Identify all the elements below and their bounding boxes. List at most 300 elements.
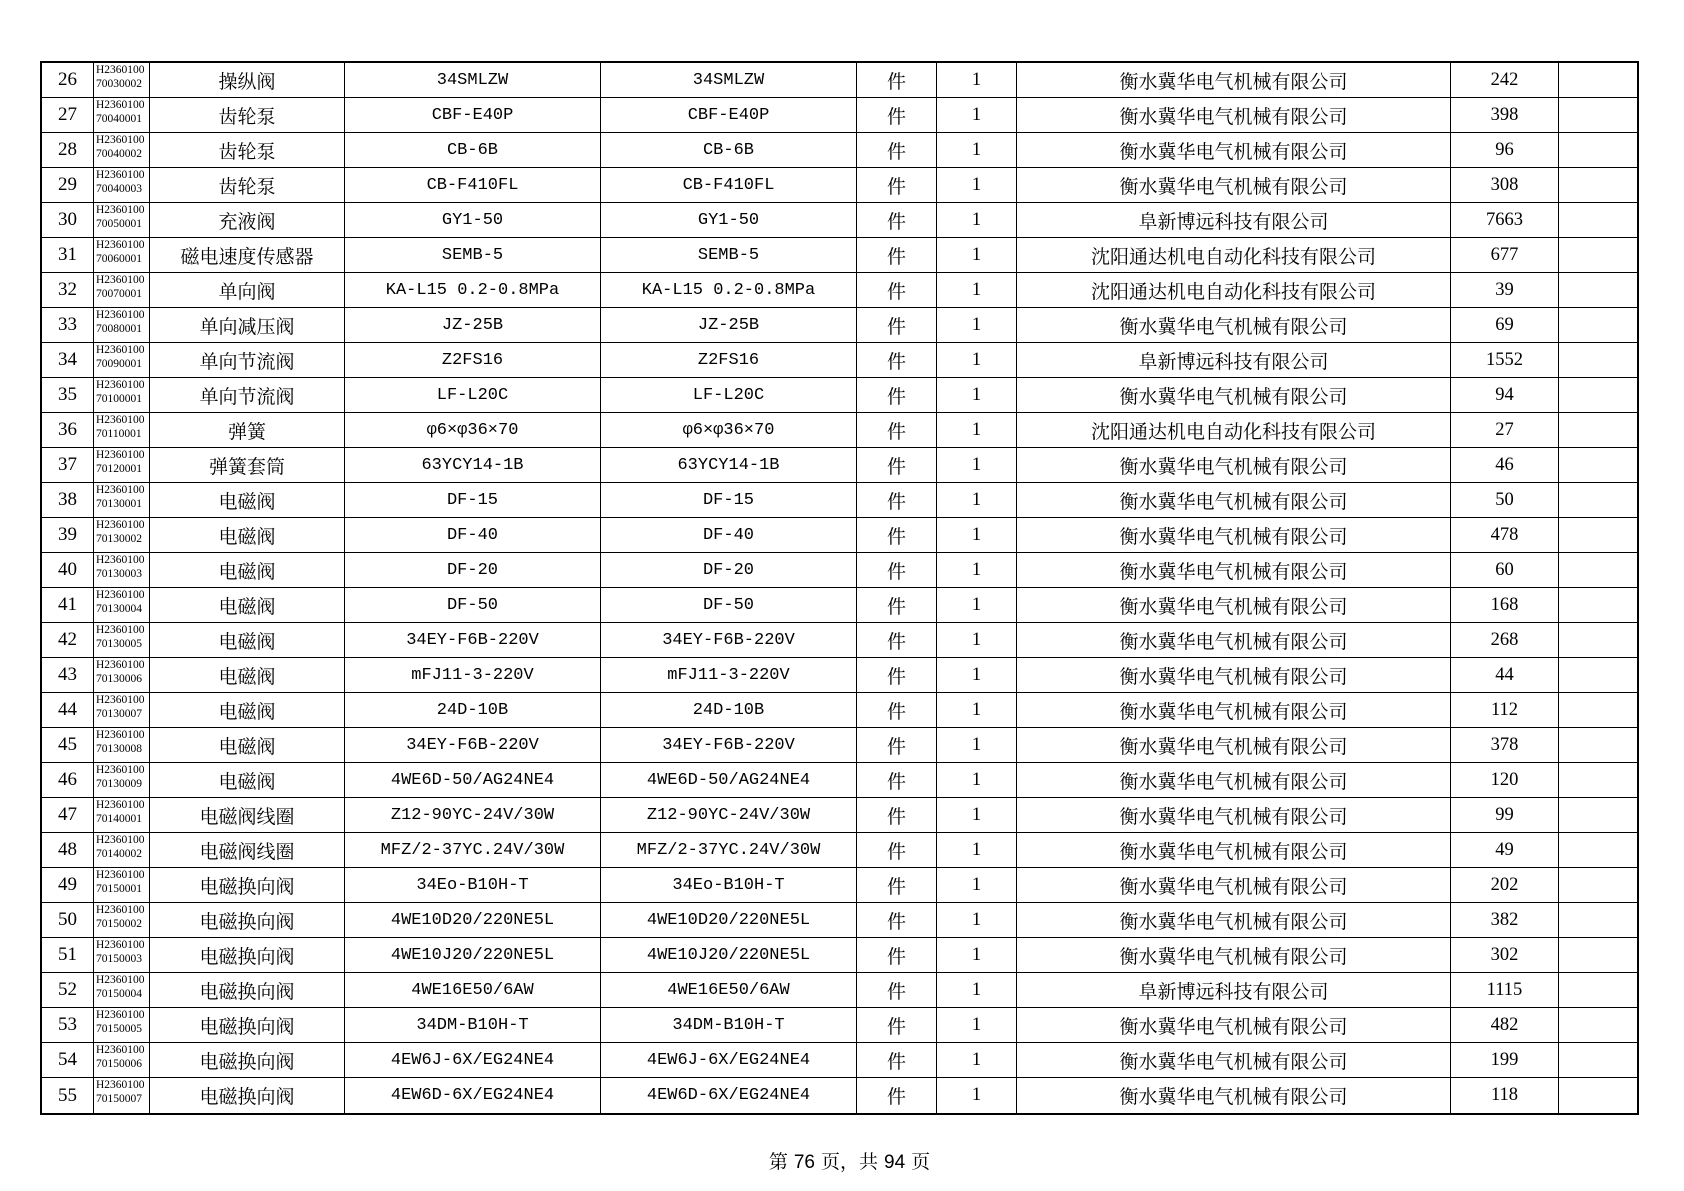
item-name: 单向减压阀 <box>150 308 345 342</box>
supplier: 衡水冀华电气机械有限公司 <box>1017 588 1451 622</box>
model-spec-repeat: 4WE6D-50/AG24NE4 <box>601 763 857 797</box>
unit: 件 <box>857 133 937 167</box>
model-spec-repeat: DF-15 <box>601 483 857 517</box>
item-code-line: 70130007 <box>96 707 142 720</box>
supplier: 沈阳通达机电自动化科技有限公司 <box>1017 238 1451 272</box>
unit: 件 <box>857 1008 937 1042</box>
supplier: 衡水冀华电气机械有限公司 <box>1017 623 1451 657</box>
supplier: 衡水冀华电气机械有限公司 <box>1017 728 1451 762</box>
quantity: 1 <box>937 63 1017 97</box>
table-row <box>42 518 1637 553</box>
item-code-line: H2360100 <box>96 344 145 356</box>
quantity: 1 <box>937 413 1017 447</box>
model-spec-repeat: φ6×φ36×70 <box>601 413 857 447</box>
item-code <box>94 938 150 972</box>
unit: 件 <box>857 518 937 552</box>
item-code-line: 70130005 <box>96 637 142 650</box>
quantity: 1 <box>937 973 1017 1007</box>
item-code-line: 70130009 <box>96 777 142 790</box>
model-spec-repeat: LF-L20C <box>601 378 857 412</box>
remark-cell <box>1559 133 1637 167</box>
item-code <box>94 378 150 412</box>
item-code-line: H2360100 <box>96 624 145 636</box>
item-code-line: H2360100 <box>96 484 145 496</box>
model-spec: JZ-25B <box>345 308 601 342</box>
item-code <box>94 1043 150 1077</box>
model-spec-repeat: JZ-25B <box>601 308 857 342</box>
item-code <box>94 588 150 622</box>
item-name: 齿轮泵 <box>150 98 345 132</box>
quantity: 1 <box>937 623 1017 657</box>
item-code <box>94 763 150 797</box>
unit-price: 1115 <box>1451 973 1559 1007</box>
item-code-line: 70130006 <box>96 672 142 685</box>
unit: 件 <box>857 763 937 797</box>
item-code-line: H2360100 <box>96 64 145 76</box>
supplier: 衡水冀华电气机械有限公司 <box>1017 483 1451 517</box>
unit: 件 <box>857 273 937 307</box>
item-code-line: 70040003 <box>96 182 142 195</box>
row-number: 49 <box>42 868 94 902</box>
row-number: 38 <box>42 483 94 517</box>
unit-price: 378 <box>1451 728 1559 762</box>
table-row <box>42 693 1637 728</box>
quantity: 1 <box>937 833 1017 867</box>
item-name: 电磁换向阀 <box>150 1008 345 1042</box>
table-row <box>42 1043 1637 1078</box>
unit-price: 308 <box>1451 168 1559 202</box>
item-code <box>94 623 150 657</box>
model-spec: 4EW6D-6X/EG24NE4 <box>345 1078 601 1113</box>
unit-price: 482 <box>1451 1008 1559 1042</box>
model-spec-repeat: GY1-50 <box>601 203 857 237</box>
item-name: 电磁阀 <box>150 623 345 657</box>
item-name: 操纵阀 <box>150 63 345 97</box>
item-code-line: 70130008 <box>96 742 142 755</box>
item-code-line: 70070001 <box>96 287 142 300</box>
remark-cell <box>1559 413 1637 447</box>
unit-price: 242 <box>1451 63 1559 97</box>
item-code-line: H2360100 <box>96 589 145 601</box>
model-spec: 34SMLZW <box>345 63 601 97</box>
item-code-line: H2360100 <box>96 834 145 846</box>
table-row <box>42 238 1637 273</box>
row-number: 26 <box>42 63 94 97</box>
item-code-line: H2360100 <box>96 974 145 986</box>
page-footer <box>50 1150 1649 1174</box>
item-name: 电磁换向阀 <box>150 973 345 1007</box>
supplier: 衡水冀华电气机械有限公司 <box>1017 1008 1451 1042</box>
unit-price: 199 <box>1451 1043 1559 1077</box>
item-code-line: H2360100 <box>96 869 145 881</box>
row-number: 31 <box>42 238 94 272</box>
row-number: 52 <box>42 973 94 1007</box>
unit: 件 <box>857 973 937 1007</box>
item-code-line: H2360100 <box>96 449 145 461</box>
item-name: 电磁换向阀 <box>150 1043 345 1077</box>
footer-suffix: 页 <box>911 1151 931 1173</box>
item-code <box>94 553 150 587</box>
model-spec-repeat: 63YCY14-1B <box>601 448 857 482</box>
item-code-line: 70140002 <box>96 847 142 860</box>
item-name: 磁电速度传感器 <box>150 238 345 272</box>
item-code <box>94 238 150 272</box>
model-spec: GY1-50 <box>345 203 601 237</box>
unit: 件 <box>857 168 937 202</box>
model-spec: SEMB-5 <box>345 238 601 272</box>
remark-cell <box>1559 798 1637 832</box>
unit-price: 27 <box>1451 413 1559 447</box>
unit: 件 <box>857 483 937 517</box>
item-code-line: H2360100 <box>96 274 145 286</box>
unit: 件 <box>857 1043 937 1077</box>
unit-price: 168 <box>1451 588 1559 622</box>
current-page-number: 76 <box>793 1152 815 1173</box>
footer-prefix: 第 <box>768 1151 788 1173</box>
remark-cell <box>1559 1008 1637 1042</box>
supplier: 衡水冀华电气机械有限公司 <box>1017 448 1451 482</box>
model-spec: 4WE6D-50/AG24NE4 <box>345 763 601 797</box>
model-spec: CB-F410FL <box>345 168 601 202</box>
item-code-line: H2360100 <box>96 204 145 216</box>
table-row <box>42 413 1637 448</box>
model-spec: DF-20 <box>345 553 601 587</box>
item-code <box>94 833 150 867</box>
item-code-line: H2360100 <box>96 659 145 671</box>
item-name: 电磁阀 <box>150 553 345 587</box>
item-code-line: H2360100 <box>96 1009 145 1021</box>
unit-price: 49 <box>1451 833 1559 867</box>
table-row <box>42 623 1637 658</box>
remark-cell <box>1559 168 1637 202</box>
item-code <box>94 658 150 692</box>
item-code-line: H2360100 <box>96 799 145 811</box>
supplier: 衡水冀华电气机械有限公司 <box>1017 378 1451 412</box>
remark-cell <box>1559 623 1637 657</box>
table-row <box>42 1008 1637 1043</box>
remark-cell <box>1559 98 1637 132</box>
item-code-line: H2360100 <box>96 554 145 566</box>
supplier: 衡水冀华电气机械有限公司 <box>1017 658 1451 692</box>
supplier: 衡水冀华电气机械有限公司 <box>1017 553 1451 587</box>
item-code-line: 70120001 <box>96 462 142 475</box>
model-spec: MFZ/2-37YC.24V/30W <box>345 833 601 867</box>
model-spec: φ6×φ36×70 <box>345 413 601 447</box>
unit: 件 <box>857 588 937 622</box>
unit: 件 <box>857 308 937 342</box>
quantity: 1 <box>937 308 1017 342</box>
table-row <box>42 728 1637 763</box>
model-spec: 4WE10J20/220NE5L <box>345 938 601 972</box>
table-row <box>42 203 1637 238</box>
model-spec: 63YCY14-1B <box>345 448 601 482</box>
model-spec: DF-40 <box>345 518 601 552</box>
row-number: 42 <box>42 623 94 657</box>
item-code <box>94 903 150 937</box>
table-row <box>42 763 1637 798</box>
item-code <box>94 1078 150 1113</box>
unit: 件 <box>857 238 937 272</box>
quantity: 1 <box>937 658 1017 692</box>
item-name: 电磁阀 <box>150 658 345 692</box>
item-code-line: 70030002 <box>96 77 142 90</box>
model-spec: 4WE16E50/6AW <box>345 973 601 1007</box>
unit-price: 118 <box>1451 1078 1559 1113</box>
unit: 件 <box>857 553 937 587</box>
model-spec-repeat: 4WE16E50/6AW <box>601 973 857 1007</box>
unit-price: 677 <box>1451 238 1559 272</box>
model-spec: mFJ11-3-220V <box>345 658 601 692</box>
supplier: 阜新博远科技有限公司 <box>1017 203 1451 237</box>
item-code-line: 70060001 <box>96 252 142 265</box>
quantity: 1 <box>937 483 1017 517</box>
quantity: 1 <box>937 238 1017 272</box>
quantity: 1 <box>937 203 1017 237</box>
unit: 件 <box>857 203 937 237</box>
item-code-line: H2360100 <box>96 1044 145 1056</box>
quantity: 1 <box>937 1043 1017 1077</box>
quantity: 1 <box>937 588 1017 622</box>
model-spec-repeat: DF-40 <box>601 518 857 552</box>
table-row <box>42 553 1637 588</box>
model-spec-repeat: 34DM-B10H-T <box>601 1008 857 1042</box>
model-spec-repeat: DF-50 <box>601 588 857 622</box>
row-number: 33 <box>42 308 94 342</box>
table-row <box>42 448 1637 483</box>
item-code <box>94 133 150 167</box>
item-name: 单向节流阀 <box>150 378 345 412</box>
supplier: 衡水冀华电气机械有限公司 <box>1017 518 1451 552</box>
item-name: 充液阀 <box>150 203 345 237</box>
item-code-line: H2360100 <box>96 1079 145 1091</box>
supplier: 阜新博远科技有限公司 <box>1017 973 1451 1007</box>
remark-cell <box>1559 868 1637 902</box>
supplier: 衡水冀华电气机械有限公司 <box>1017 868 1451 902</box>
item-code <box>94 973 150 1007</box>
item-code <box>94 273 150 307</box>
unit-price: 302 <box>1451 938 1559 972</box>
unit: 件 <box>857 343 937 377</box>
unit-price: 7663 <box>1451 203 1559 237</box>
row-number: 40 <box>42 553 94 587</box>
row-number: 28 <box>42 133 94 167</box>
item-name: 电磁换向阀 <box>150 868 345 902</box>
row-number: 32 <box>42 273 94 307</box>
model-spec-repeat: Z2FS16 <box>601 343 857 377</box>
model-spec-repeat: SEMB-5 <box>601 238 857 272</box>
item-code-line: 70080001 <box>96 322 142 335</box>
unit-price: 382 <box>1451 903 1559 937</box>
quantity: 1 <box>937 903 1017 937</box>
unit: 件 <box>857 63 937 97</box>
item-code <box>94 343 150 377</box>
remark-cell <box>1559 763 1637 797</box>
supplier: 衡水冀华电气机械有限公司 <box>1017 1078 1451 1113</box>
unit-price: 202 <box>1451 868 1559 902</box>
item-name: 单向阀 <box>150 273 345 307</box>
unit-price: 478 <box>1451 518 1559 552</box>
unit-price: 99 <box>1451 798 1559 832</box>
row-number: 36 <box>42 413 94 447</box>
model-spec-repeat: 4EW6J-6X/EG24NE4 <box>601 1043 857 1077</box>
item-name: 单向节流阀 <box>150 343 345 377</box>
quantity: 1 <box>937 98 1017 132</box>
supplier: 衡水冀华电气机械有限公司 <box>1017 903 1451 937</box>
row-number: 35 <box>42 378 94 412</box>
unit-price: 60 <box>1451 553 1559 587</box>
item-code-line: H2360100 <box>96 309 145 321</box>
model-spec-repeat: 4EW6D-6X/EG24NE4 <box>601 1078 857 1113</box>
item-name: 电磁阀线圈 <box>150 798 345 832</box>
remark-cell <box>1559 973 1637 1007</box>
unit: 件 <box>857 728 937 762</box>
unit-price: 39 <box>1451 273 1559 307</box>
unit: 件 <box>857 798 937 832</box>
table-row <box>42 168 1637 203</box>
unit: 件 <box>857 413 937 447</box>
table-row <box>42 798 1637 833</box>
item-name: 电磁阀线圈 <box>150 833 345 867</box>
unit-price: 69 <box>1451 308 1559 342</box>
unit: 件 <box>857 448 937 482</box>
remark-cell <box>1559 378 1637 412</box>
remark-cell <box>1559 728 1637 762</box>
unit-price: 268 <box>1451 623 1559 657</box>
quantity: 1 <box>937 553 1017 587</box>
item-code <box>94 693 150 727</box>
model-spec-repeat: 24D-10B <box>601 693 857 727</box>
table-row <box>42 273 1637 308</box>
row-number: 39 <box>42 518 94 552</box>
remark-cell <box>1559 483 1637 517</box>
item-name: 电磁阀 <box>150 763 345 797</box>
supplier: 衡水冀华电气机械有限公司 <box>1017 63 1451 97</box>
quantity: 1 <box>937 868 1017 902</box>
item-code-line: 70090001 <box>96 357 142 370</box>
unit-price: 1552 <box>1451 343 1559 377</box>
model-spec-repeat: mFJ11-3-220V <box>601 658 857 692</box>
total-pages-number: 94 <box>884 1152 906 1173</box>
item-name: 电磁阀 <box>150 588 345 622</box>
item-name: 弹簧 <box>150 413 345 447</box>
unit: 件 <box>857 1078 937 1113</box>
unit: 件 <box>857 868 937 902</box>
unit-price: 96 <box>1451 133 1559 167</box>
remark-cell <box>1559 203 1637 237</box>
item-code-line: H2360100 <box>96 729 145 741</box>
item-code-line: H2360100 <box>96 764 145 776</box>
item-code-line: 70110001 <box>96 427 142 440</box>
table-row <box>42 483 1637 518</box>
item-code-line: H2360100 <box>96 239 145 251</box>
row-number: 29 <box>42 168 94 202</box>
item-name: 电磁换向阀 <box>150 938 345 972</box>
item-code-line: 70040001 <box>96 112 142 125</box>
model-spec-repeat: 34EY-F6B-220V <box>601 728 857 762</box>
unit: 件 <box>857 623 937 657</box>
model-spec-repeat: 34SMLZW <box>601 63 857 97</box>
supplier: 衡水冀华电气机械有限公司 <box>1017 98 1451 132</box>
unit-price: 94 <box>1451 378 1559 412</box>
unit: 件 <box>857 903 937 937</box>
item-code <box>94 798 150 832</box>
row-number: 37 <box>42 448 94 482</box>
quantity: 1 <box>937 273 1017 307</box>
item-code <box>94 448 150 482</box>
model-spec-repeat: 4WE10D20/220NE5L <box>601 903 857 937</box>
item-code-line: H2360100 <box>96 904 145 916</box>
model-spec-repeat: CB-F410FL <box>601 168 857 202</box>
table-row <box>42 868 1637 903</box>
row-number: 34 <box>42 343 94 377</box>
supplier: 衡水冀华电气机械有限公司 <box>1017 833 1451 867</box>
table-row <box>42 98 1637 133</box>
model-spec: 4EW6J-6X/EG24NE4 <box>345 1043 601 1077</box>
item-name: 齿轮泵 <box>150 168 345 202</box>
row-number: 47 <box>42 798 94 832</box>
item-code-line: 70050001 <box>96 217 142 230</box>
model-spec: 34EY-F6B-220V <box>345 623 601 657</box>
model-spec: Z2FS16 <box>345 343 601 377</box>
quantity: 1 <box>937 1078 1017 1113</box>
remark-cell <box>1559 658 1637 692</box>
item-code <box>94 1008 150 1042</box>
model-spec: 34EY-F6B-220V <box>345 728 601 762</box>
supplier: 阜新博远科技有限公司 <box>1017 343 1451 377</box>
quantity: 1 <box>937 938 1017 972</box>
supplier: 沈阳通达机电自动化科技有限公司 <box>1017 413 1451 447</box>
unit-price: 46 <box>1451 448 1559 482</box>
supplier: 衡水冀华电气机械有限公司 <box>1017 1043 1451 1077</box>
row-number: 54 <box>42 1043 94 1077</box>
quantity: 1 <box>937 133 1017 167</box>
quantity: 1 <box>937 728 1017 762</box>
unit: 件 <box>857 833 937 867</box>
parts-table <box>40 61 1639 1115</box>
unit: 件 <box>857 938 937 972</box>
item-code <box>94 483 150 517</box>
item-name: 电磁阀 <box>150 693 345 727</box>
table-row <box>42 658 1637 693</box>
remark-cell <box>1559 903 1637 937</box>
item-name: 电磁换向阀 <box>150 1078 345 1113</box>
item-code-line: H2360100 <box>96 169 145 181</box>
unit-price: 120 <box>1451 763 1559 797</box>
remark-cell <box>1559 308 1637 342</box>
item-code-line: 70100001 <box>96 392 142 405</box>
supplier: 衡水冀华电气机械有限公司 <box>1017 763 1451 797</box>
model-spec: 34DM-B10H-T <box>345 1008 601 1042</box>
model-spec: 4WE10D20/220NE5L <box>345 903 601 937</box>
table-row <box>42 903 1637 938</box>
model-spec: Z12-90YC-24V/30W <box>345 798 601 832</box>
quantity: 1 <box>937 518 1017 552</box>
item-code-line: 70150007 <box>96 1092 142 1105</box>
remark-cell <box>1559 343 1637 377</box>
quantity: 1 <box>937 763 1017 797</box>
table-row <box>42 938 1637 973</box>
remark-cell <box>1559 518 1637 552</box>
table-row <box>42 133 1637 168</box>
unit: 件 <box>857 378 937 412</box>
row-number: 50 <box>42 903 94 937</box>
unit-price: 50 <box>1451 483 1559 517</box>
quantity: 1 <box>937 343 1017 377</box>
model-spec-repeat: KA-L15 0.2-0.8MPa <box>601 273 857 307</box>
remark-cell <box>1559 938 1637 972</box>
remark-cell <box>1559 1078 1637 1113</box>
item-code-line: H2360100 <box>96 414 145 426</box>
